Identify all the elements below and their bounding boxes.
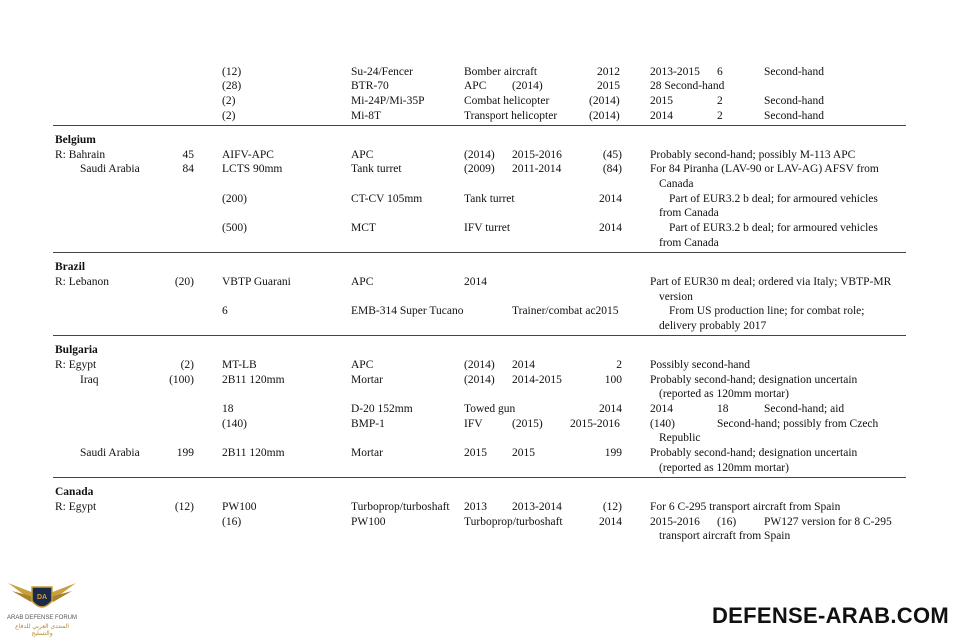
table-cell: CT-CV 105mm	[351, 193, 423, 205]
bulgaria-heading: Bulgaria	[55, 344, 98, 356]
belgium-heading: Belgium	[55, 134, 96, 146]
table-cell: 2B11 120mm	[222, 374, 285, 386]
table-cell: D-20 152mm	[351, 403, 413, 415]
table-cell: Second-hand	[764, 95, 825, 107]
watermark: DEFENSE-ARAB.COM	[711, 603, 949, 628]
table-cell: (reported as 120mm mortar)	[659, 388, 789, 400]
table-cell: Second-hand; possibly from Czech	[717, 418, 879, 430]
table-cell: (16)	[717, 516, 737, 528]
table-cell: 2015-2016	[650, 516, 700, 528]
table-cell: 2015	[512, 447, 535, 459]
logo-caption-en: ARAB DEFENSE FORUM	[6, 615, 77, 621]
table-cell: transport aircraft from Spain	[659, 530, 791, 542]
table-cell: PW100	[351, 516, 386, 528]
table-cell: R: Lebanon	[55, 276, 109, 288]
table-cell: 45	[182, 149, 194, 161]
table-cell: IFV	[464, 418, 483, 430]
table-cell: VBTP Guarani	[222, 276, 291, 288]
table-cell: (140)	[650, 418, 675, 430]
table-cell: 18	[222, 403, 234, 415]
logo-caption-ar: المنتدى العربي للدفاع والتسليح	[15, 623, 69, 637]
table-cell: (12)	[602, 501, 622, 513]
table-cell: Second-hand; aid	[764, 403, 845, 415]
table-cell: Tank turret	[351, 163, 402, 175]
table-cell: MT-LB	[222, 359, 257, 371]
table-cell: 2	[616, 359, 622, 371]
table-cell: From US production line; for combat role;	[669, 305, 865, 317]
table-cell: BMP-1	[351, 418, 385, 430]
table-cell: (84)	[602, 163, 622, 175]
table-cell: AIFV-APC	[222, 149, 274, 161]
table-cell: (2014)	[464, 359, 495, 371]
table-cell: from Canada	[659, 207, 719, 219]
table-cell: APC	[351, 359, 374, 371]
table-cell: 2015	[464, 447, 487, 459]
table-cell: APC	[351, 149, 374, 161]
table-cell: (20)	[174, 276, 194, 288]
table-cell: Transport helicopter	[464, 110, 558, 122]
table-cell: 2012	[597, 66, 620, 78]
table-cell: Part of EUR3.2 b deal; for armoured vehicles	[669, 193, 878, 205]
table-cell: 199	[176, 447, 194, 459]
table-cell: 2014	[650, 403, 673, 415]
table-cell: Mortar	[351, 447, 383, 459]
table-cell: 2011-2014	[512, 163, 562, 175]
arab-defense-forum-logo	[4, 575, 80, 637]
table-cell: 2014	[512, 359, 535, 371]
table-cell: (28)	[222, 80, 242, 92]
table-cell: 2	[717, 95, 723, 107]
table-cell: 2014	[599, 222, 622, 234]
table-cell: 6	[222, 305, 228, 317]
table-cell: Probably second-hand; designation uncertain	[650, 447, 858, 459]
table-cell: 2013-2015	[650, 66, 700, 78]
table-cell: Mi-24P/Mi-35P	[351, 95, 425, 107]
table-cell: APC	[464, 80, 487, 92]
table-cell: Part of EUR30 m deal; ordered via Italy; VBTP-MR	[650, 276, 892, 288]
table-cell: (2014)	[464, 374, 495, 386]
table-cell: (200)	[222, 193, 247, 205]
section-divider	[53, 252, 906, 253]
table-cell: (500)	[222, 222, 247, 234]
table-cell: (2)	[222, 110, 236, 122]
table-cell: 84	[182, 163, 194, 175]
table-cell: delivery probably 2017	[659, 320, 767, 332]
table-cell: 2015-2016	[512, 149, 562, 161]
section-divider	[53, 335, 906, 336]
table-cell: 2014-2015	[512, 374, 562, 386]
table-cell: Bomber aircraft	[464, 66, 538, 78]
table-cell: Combat helicopter	[464, 95, 550, 107]
table-cell: Turboprop/turboshaft	[464, 516, 563, 528]
table-cell: PW127 version for 8 C-295	[764, 516, 892, 528]
section-divider	[53, 477, 906, 478]
table-cell: 2015	[597, 80, 620, 92]
table-cell: 2013-2014	[512, 501, 562, 513]
table-cell: (16)	[222, 516, 242, 528]
table-cell: 18	[717, 403, 729, 415]
table-cell: (2014)	[464, 149, 495, 161]
table-cell: Turboprop/turboshaft	[351, 501, 450, 513]
table-cell: (2015)	[512, 418, 543, 430]
table-cell: (100)	[169, 374, 194, 386]
table-cell: (2014)	[589, 110, 620, 122]
table-cell: (2009)	[464, 163, 495, 175]
table-cell: 2014	[464, 276, 487, 288]
table-cell: (12)	[174, 501, 194, 513]
table-cell: 2014	[650, 110, 673, 122]
table-cell: 2014	[599, 193, 622, 205]
table-cell: 2015	[650, 95, 673, 107]
table-cell: Towed gun	[464, 403, 516, 415]
table-cell: 2015-2016	[570, 418, 620, 430]
table-cell: Republic	[659, 432, 701, 444]
table-cell: Second-hand	[764, 66, 825, 78]
table-cell: 100	[604, 374, 622, 386]
table-cell: For 6 C-295 transport aircraft from Spain	[650, 501, 841, 513]
table-cell: Mortar	[351, 374, 383, 386]
table-cell: (45)	[602, 149, 622, 161]
table-cell: BTR-70	[351, 80, 389, 92]
table-cell: 2013	[464, 501, 487, 513]
table-cell: R: Bahrain	[55, 149, 106, 161]
table-cell: (140)	[222, 418, 247, 430]
table-cell: APC	[351, 276, 374, 288]
table-cell: PW100	[222, 501, 257, 513]
section-divider	[53, 125, 906, 126]
table-cell: (2014)	[512, 80, 543, 92]
table-cell: Tank turret	[464, 193, 515, 205]
table-cell: (reported as 120mm mortar)	[659, 462, 789, 474]
table-cell: LCTS 90mm	[222, 163, 283, 175]
table-cell: EMB-314 Super Tucano	[351, 305, 464, 317]
table-cell: Saudi Arabia	[80, 163, 140, 175]
table-cell: 199	[604, 447, 622, 459]
table-cell: R: Egypt	[55, 359, 97, 371]
table-cell: Trainer/combat ac2015	[512, 305, 619, 317]
table-cell: 28 Second-hand	[650, 80, 725, 92]
table-cell: (2)	[180, 359, 194, 371]
table-cell: Canada	[659, 178, 694, 190]
table-cell: 2B11 120mm	[222, 447, 285, 459]
table-cell: from Canada	[659, 237, 719, 249]
table-cell: (2)	[222, 95, 236, 107]
table-cell: Iraq	[80, 374, 99, 386]
table-cell: IFV turret	[464, 222, 511, 234]
table-cell: 2	[717, 110, 723, 122]
table-cell: Second-hand	[764, 110, 825, 122]
table-cell: R: Egypt	[55, 501, 97, 513]
table-cell: (12)	[222, 66, 242, 78]
table-cell: Saudi Arabia	[80, 447, 140, 459]
svg-text:DA: DA	[36, 594, 48, 601]
table-cell: Su-24/Fencer	[351, 66, 413, 78]
table-cell: Mi-8T	[351, 110, 382, 122]
table-cell: 2014	[599, 516, 622, 528]
table-cell: Part of EUR3.2 b deal; for armoured vehicles	[669, 222, 878, 234]
canada-heading: Canada	[55, 486, 94, 498]
table-cell: For 84 Piranha (LAV-90 or LAV-AG) AFSV from	[650, 163, 879, 175]
table-cell: (2014)	[589, 95, 620, 107]
table-cell: 2014	[599, 403, 622, 415]
brazil-heading: Brazil	[55, 261, 86, 273]
table-cell: MCT	[351, 222, 376, 234]
eagle-shield-icon	[4, 575, 80, 617]
table-cell: Possibly second-hand	[650, 359, 750, 371]
table-cell: 6	[717, 66, 723, 78]
table-cell: Probably second-hand; possibly M-113 APC	[650, 149, 856, 161]
table-cell: version	[659, 291, 693, 303]
table-cell: Probably second-hand; designation uncertain	[650, 374, 858, 386]
